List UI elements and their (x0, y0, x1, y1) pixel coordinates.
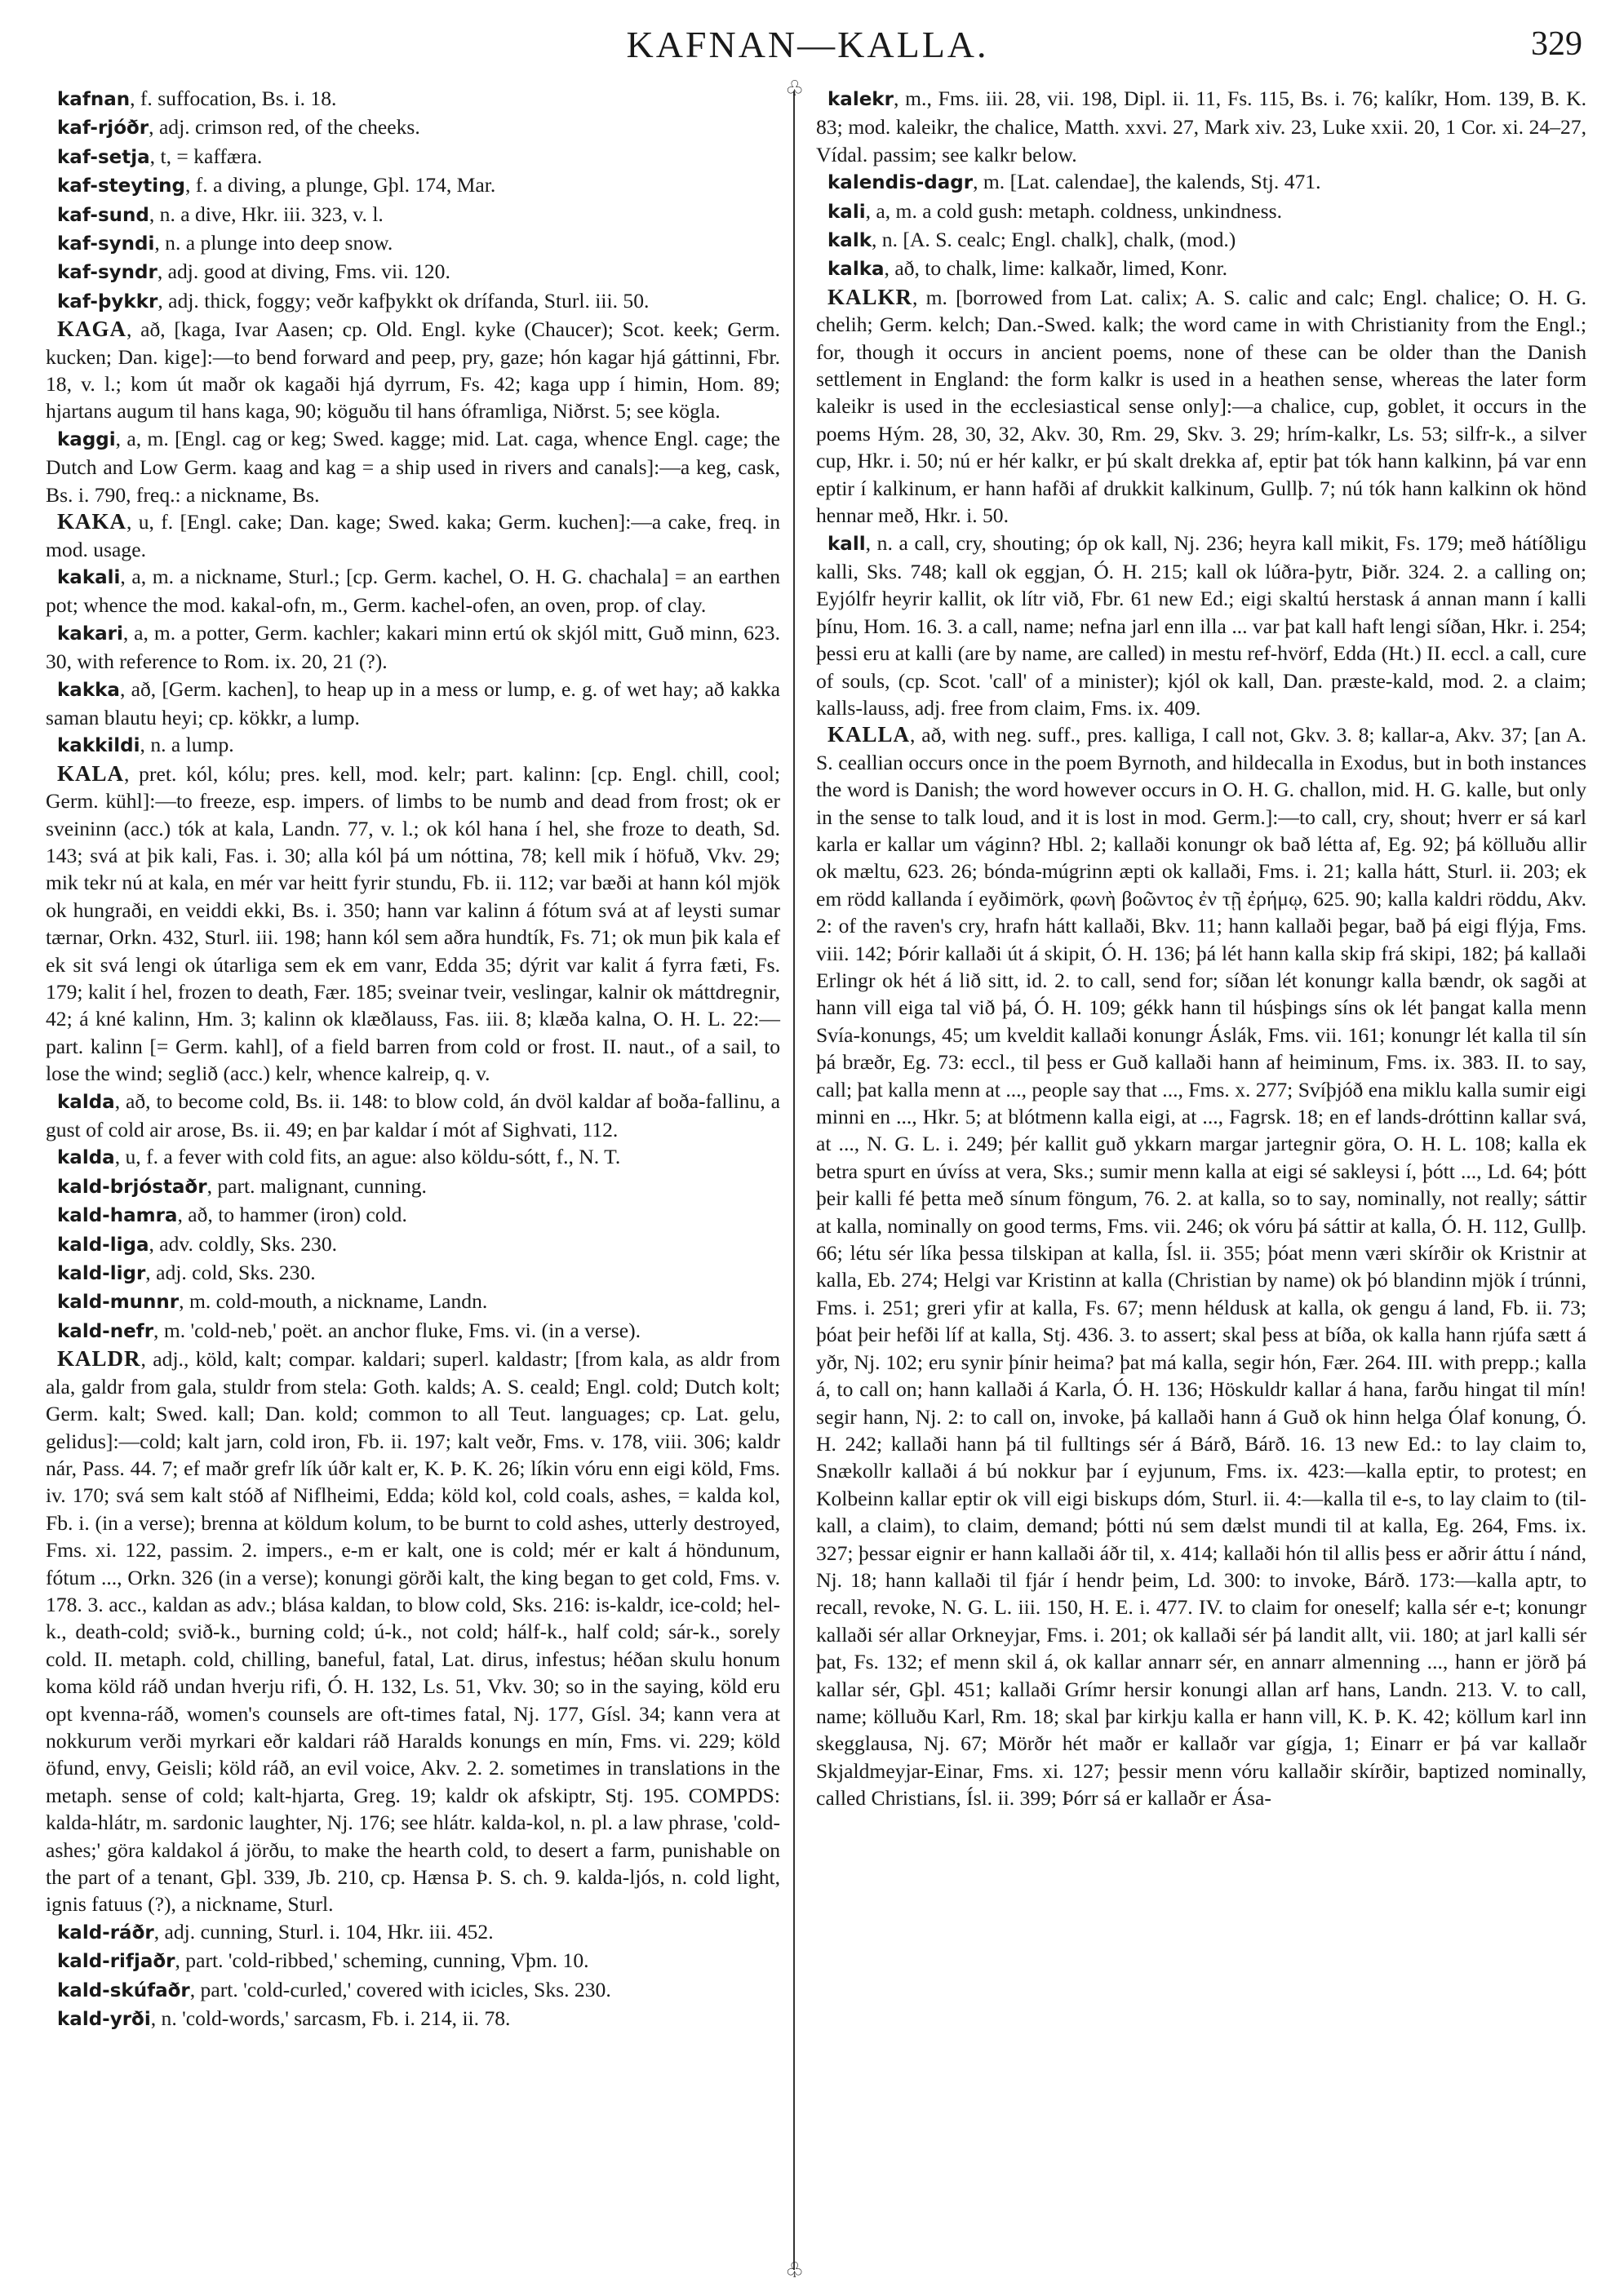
entry-headword: kaf-setja (57, 146, 150, 168)
entry-definition: , m. cold-mouth, a nickname, Landn. (179, 1289, 488, 1314)
entry-headword: kakali (57, 566, 121, 588)
dictionary-entry (46, 676, 780, 732)
entry-definition: , f. a diving, a plunge, Gþl. 174, Mar. (184, 173, 496, 197)
ornament-bottom-icon: ♧ (785, 2258, 805, 2282)
dictionary-entry (46, 760, 780, 1088)
entry-headword: KALKR (827, 284, 913, 309)
entry-definition: , t, = kaffæra. (149, 144, 263, 168)
dictionary-entry (816, 284, 1586, 530)
entry-definition: , að, [Germ. kachen], to heap up in a mess or lump, e. g. of wet hay; að kakka saman blautu heyi; cp. kökkr, a lump. (46, 676, 780, 729)
entry-definition: , að, [kaga, Ivar Aasen; cp. Old. Engl. kyke (Chaucer); Scot. keek; Germ. kucken; Dan. kige]:—to bend forward and peep, pry, gaze; hón kagar hjá gáttinni, Fbr. 18, v. l.; kom út maðr ok kagaði hjá dyrrum, Fs. 42; kaga upp í himin, Hom. 89; hjartans augum til hans kaga, 90; köguðu til hans óframliga, Niðrst. 5; see kögla. (46, 317, 780, 423)
entry-definition: , u, f. [Engl. cake; Dan. kage; Swed. kaka; Germ. kuchen]:—a cake, freq. in mod. usage. (46, 510, 780, 561)
dictionary-entry (816, 226, 1586, 255)
entry-definition: , adj. thick, foggy; veðr kafþykkt ok drífanda, Sturl. iii. 50. (158, 288, 650, 312)
entry-definition: , m. 'cold-neb,' poët. an anchor fluke, Fms. vi. (in a verse). (153, 1318, 641, 1342)
entry-definition: , adj., köld, kalt; compar. kaldari; superl. kaldastr; [from kala, as aldr from ala, galdr from gala, stuldr from stela: Goth. kalds; A. S. ceald; Engl. cold; Dutch kolt; Germ. kalt; Swed. kall; Dan. kold; common to all Teut. languages; cp. Lat. gelu, gelidus]:—cold; kalt jarn, cold iron, Fb. ii. 197; kalt veðr, Fms. v. 178, viii. 306; kaldr nár, Pass. 44. 7; ef maðr grefr lík úðr kalt er, K. Þ. K. 26; líkin vóru enn eigi köld, Fms. iv. 170; svá sem kalt stóð af Niflheimi, Edda; köld kol, cold coals, ashes, = kalda kol, Fb. i. (in a verse); brenna at köldum kolum, to be burnt to cold ashes, utterly destroyed, Fms. xi. 122, passim. 2. impers., e-m er kalt, one is cold; mér er kalt á höndunum, fótum ..., Orkn. 326 (in a verse); konungi görði kalt, the king began to get cold, Fms. v. 178. 3. acc., kaldan as adv.; blása kaldan, to blow cold, Sks. 216: is-kaldr, ice-cold; hel-k., death-cold; svið-k., burning cold; ú-k., not cold; hálf-k., half cold; sár-k., sorely cold. II. metaph. cold, chilling, baneful, fatal, Lat. dirus, infestus; héðan skulu honum koma köld ráð undan hverju rifi, Ó. H. 132, Ls. 51, Vkv. 30; so in the saying, köld eru opt kvenna-ráð, women's counsels are oft-times fatal, Nj. 177, Gísl. 34; kann vera at nokkurum verði myrkari eðr kaldari ráð Haralds konungs en mín, Fms. vi. 229; köld öfund, envy, Geisli; köld ráð, an evil voice, Akv. 2. 2. sometimes in translations in the metaph. sense of cold; kalt-hjarta, Greg. 19; kaldr ok afskiptr, Stj. 195. COMPDS: kalda-hlátr, m. sardonic laughter, Nj. 176; see hlátr. kalda-kol, n. pl. a law phrase, 'cold-ashes;' göra kaldakol á jörðu, to make the hearth cold, to desert a farm, punishable on the part of a tenant, Gþl. 339, Jb. 210, cp. Hænsa Þ. S. ch. 9. kalda-ljós, n. cold light, ignis fatuus (?), a nickname, Sturl. (46, 1347, 780, 1917)
dictionary-entry (46, 1088, 780, 1144)
dictionary-entry (46, 1976, 780, 2005)
entry-definition: , u, f. a fever with cold fits, an ague: also köldu-sótt, f., N. T. (114, 1145, 621, 1169)
entry-definition: , adv. coldly, Sks. 230. (149, 1231, 338, 1256)
entry-headword: kald-hamra (57, 1205, 178, 1227)
entry-definition: , m. [borrowed from Lat. calix; A. S. calic and calc; Engl. chalice; O. H. G. chelih; Germ. kelch; Dan.-Swed. kalk; the word came in with Christianity from the Engl.; for, though it occurs in ancient poems, none of these can be older than the Danish settlement in England: the form kalkr is used in a heathen sense, whereas the later form kaleikr is used in the ecclesiastical sense only]:—a chalice, cup, goblet, it occurs in the poems Hým. 28, 30, 32, Akv. 30, Rm. 29, Skv. 3. 29; hrím-kalkr, Ls. 53; silfr-k., a silver cup, Hkr. i. 50; nú er hér kalkr, er þú skalt drekka af, eptir þat tók hann kalkinn, þá var enn eptir í kalkinum, er hann hafði af drukkit kalkinum, Gullþ. 7; nú tók hann kalkinn ok hönd hennar með, Hkr. i. 50. (816, 285, 1586, 528)
entry-headword: KALLA (827, 722, 911, 747)
entry-headword: kakkildi (57, 735, 140, 757)
entry-definition: , a, m. a potter, Germ. kachler; kakari minn ertú ok skjól mitt, Guð minn, 623. 30, with reference to Rom. ix. 20, 21 (?). (46, 620, 780, 674)
dictionary-entry (46, 1918, 780, 1947)
entry-headword: kalekr (827, 89, 894, 110)
entry-definition: , a, m. [Engl. cag or keg; Swed. kagge; mid. Lat. caga, whence Engl. cage; the Dutch and Low Germ. kaag and kag = a ship used in rivers and canals]:—a keg, cask, Bs. i. 790, freq.: a nickname, Bs. (46, 426, 780, 507)
dictionary-entry (46, 287, 780, 316)
entry-headword: KALA (57, 760, 125, 786)
dictionary-entry (46, 1947, 780, 1975)
entry-headword: kaf-steyting (57, 175, 185, 197)
entry-headword: kaf-sund (57, 204, 149, 226)
entry-headword: kald-skúfaðr (57, 1979, 190, 2001)
dictionary-entry (46, 425, 780, 508)
column-divider (793, 91, 795, 2270)
entry-definition: , n. [A. S. cealc; Engl. chalk], chalk, (mod.) (872, 228, 1236, 252)
right-column (816, 85, 1586, 1812)
entry-definition: , adj. good at diving, Fms. vii. 120. (157, 259, 450, 284)
entry-headword: kalendis-dagr (827, 172, 974, 194)
dictionary-entry (46, 1288, 780, 1316)
entry-definition: , n. 'cold-words,' sarcasm, Fb. i. 214, ii. 78. (150, 2006, 511, 2031)
entry-definition: , f. suffocation, Bs. i. 18. (130, 86, 337, 110)
dictionary-entry (46, 2005, 780, 2033)
entry-headword: kaf-syndr (57, 262, 158, 284)
entry-headword: kaggi (57, 428, 116, 450)
dictionary-entry (46, 1259, 780, 1288)
dictionary-entry (46, 201, 780, 229)
entry-definition: , n. a dive, Hkr. iii. 323, v. l. (149, 202, 384, 226)
entry-headword: kald-yrði (57, 2009, 151, 2031)
dictionary-entry (46, 619, 780, 676)
dictionary-entry (46, 258, 780, 286)
entry-headword: KALDR (57, 1346, 141, 1372)
dictionary-entry (46, 1143, 780, 1172)
entry-definition: , n. a call, cry, shouting; óp ok kall, Nj. 236; heyra kall mikit, Fs. 179; með hátíðligu kalli, Sks. 748; kall ok eggjan, Ó. H. 215; kall ok lúðra-þytr, Þiðr. 324. 2. a calling on; Eyjólfr heyrir kallit, ok lítr við, Fbr. 61 new Ed.; eigi skaltú herstask á annan mann í kalli þínu, Hom. 16. 3. a call, name; nefna jarl enn illa ... var þat kall haft lengi síðan, Hkr. i. 254; þessi eru at kalli (are by name, are called) in mestu ref-hvörf, Edda (Ht.) II. eccl. a call, cure of souls, (cp. Scot. 'call' of a minister); kjól ok kall, Dan. præste-kald, mod. 2. a claim; kalls-lauss, adj. free from claim, Fms. ix. 409. (816, 530, 1586, 720)
entry-headword: KAKA (57, 509, 126, 534)
dictionary-entry (46, 1345, 780, 1918)
entry-headword: kald-nefr (57, 1320, 154, 1342)
dictionary-entry (46, 508, 780, 563)
dictionary-entry (46, 171, 780, 200)
entry-headword: kalda (57, 1091, 115, 1113)
dictionary-entry (46, 1172, 780, 1201)
entry-headword: kalda (57, 1147, 115, 1169)
left-column (46, 85, 780, 2033)
entry-headword: kaf-syndi (57, 233, 155, 255)
entry-definition: , að, to become cold, Bs. ii. 148: to blow cold, án dvöl kaldar af boða-fallinu, a gust of cold air arose, Bs. ii. 49; en þar kaldar í mót af Sighvati, 112. (46, 1088, 780, 1142)
entry-definition: , n. a plunge into deep snow. (154, 231, 393, 255)
dictionary-entry (46, 113, 780, 142)
page-title: KAFNAN—KALLA. (626, 24, 989, 65)
entry-definition: , part. 'cold-ribbed,' scheming, cunning, Vþm. 10. (175, 1948, 589, 1973)
entry-headword: kakka (57, 679, 120, 701)
dictionary-entry (816, 168, 1586, 197)
entry-headword: kafnan (57, 89, 131, 110)
entry-definition: , pret. kól, kólu; pres. kell, mod. kelr; part. kalinn: [cp. Engl. chill, cool; Germ. kühl]:—to freeze, esp. impers. of limbs to be numb and dead from frost; ok er sveininn (acc.) tók at kala, Landn. 77, v. l.; ok kól hana í hel, she froze to death, Sd. 143; svá at þik kali, Fas. i. 30; alla kól þá um nóttina, 78; kell mik í höfuð, Vkv. 29; mik tekr nú at kala, en mér var heitt fyrir stundu, Fb. ii. 112; var bæði at hann kól mjök ok hungraði, en veiddi ekki, Bs. i. 350; hann var kalinn á fótum svá at af leysti sumar tærnar, Orkn. 432, Sturl. iii. 198; hann kól sem aðra hundtík, Fs. 71; ok mun þik kala ef ek sit svá lengi ok útarliga sem ek em vanr, Edda 35; dýrit var kalit á fyrra fæti, Fs. 179; kalit í hel, frozen to death, Fær. 185; sveinar tveir, veslingar, kalnir ok máttdregnir, 42; á kné kalinn, Hm. 3; kalinn ok klæðlauss, Fas. iii. 8; klæða kalna, O. H. L. 22:—part. kalinn [= Germ. kahl], of a field barren from cold or frost. II. naut., of a sail, to lose the wind; seglið (acc.) kelr, whence kalreip, q. v. (46, 761, 780, 1086)
entry-headword: KAGA (57, 317, 126, 342)
entry-headword: kaf-þykkr (57, 290, 158, 312)
dictionary-entry (46, 143, 780, 171)
entry-headword: kald-brjóstaðr (57, 1176, 207, 1198)
entry-headword: kald-munnr (57, 1292, 180, 1314)
dictionary-entry (46, 229, 780, 258)
entry-headword: kaf-rjóðr (57, 117, 149, 140)
dictionary-entry (46, 1230, 780, 1259)
entry-headword: kalka (827, 259, 885, 281)
entry-headword: kald-rifjaðr (57, 1951, 175, 1973)
dictionary-entry (46, 563, 780, 619)
dictionary-entry (46, 316, 780, 425)
entry-definition: , part. 'cold-curled,' covered with icicles, Sks. 230. (189, 1977, 611, 2001)
entry-definition: , að, to chalk, lime: kalkaðr, limed, Konr. (884, 256, 1227, 281)
dictionary-entry (816, 197, 1586, 226)
entry-definition: , adj. cold, Sks. 230. (145, 1261, 316, 1285)
entry-headword: kakari (57, 623, 123, 645)
ornament-top-icon: ♧ (785, 77, 805, 100)
dictionary-entry (46, 731, 780, 760)
entry-definition: , m., Fms. iii. 28, vii. 198, Dipl. ii. 11, Fs. 115, Bs. i. 76; kalíkr, Hom. 139, B. K. 83; mod. kaleikr, the chalice, Matth. xxvi. 27, Mark xiv. 23, Luke xxii. 20, 1 Cor. xi. 24–27, Vídal. passim; see kalkr below. (816, 86, 1586, 166)
entry-definition: , a, m. a cold gush: metaph. coldness, unkindness. (865, 198, 1282, 223)
entry-definition: , adj. cunning, Sturl. i. 104, Hkr. iii. 452. (153, 1919, 494, 1944)
entry-headword: kalk (827, 230, 872, 252)
dictionary-entry (46, 1201, 780, 1230)
dictionary-entry (816, 721, 1586, 1811)
entry-headword: kall (827, 533, 866, 555)
entry-definition: , n. a lump. (140, 733, 234, 757)
entry-headword: kali (827, 201, 866, 223)
page-number: 329 (1531, 25, 1582, 63)
entry-headword: kald-ráðr (57, 1921, 154, 1944)
entry-definition: , að, with neg. suff., pres. kalliga, I call not, Gkv. 3. 8; kallar-a, Akv. 37; [an A. S. ceallian occurs once in the poem Byrnoth, and hildecalla in Exodus, but in both instances the word is Danish; the word however occurs in O. H. G. challon, mid. H. G. kalle, but only in the sense to talk loud, and it is lost in mod. Germ.]:—to call, cry, shout; hverr er sá karl karla er kallar um váginn? Hbl. 2; kallaði konungr ok bað létta af, Eg. 92; þá kölluðu allir ok mæltu, 623. 26; bónda-múgrinn æpti ok kallaði, Fms. i. 21; kalla hátt, Sturl. ii. 203; ek em rödd kallanda í eyðimörk, φωνὴ βοῶντος ἐν τῇ ἐρήμῳ, 625. 90; kalla kaldri röddu, Akv. 2: of the raven's cry, hrafn hátt kallaði, Bkv. 11; hann kallaði þegar, bað þá eigi flýja, Fms. viii. 142; Þórir kallaði út á skipit, Ó. H. 136; þá lét hann kalla skip frá skipi, 182; þá kallaði Erlingr ok hét á lið sitt, id. 2. to call, send for; síðan lét konungr kalla bændr, ok sagði at hann vill eiga tal við þá, Ó. H. 109; gékk hann til húsþings síns ok lét þangat kalla menn Svía-konungs, 45; um kveldit kallaði konungr Áslák, Fms. vii. 161; konungr lét kalla til sín þá bræðr, Eg. 73: eccl., til þess er Guð kallaði hann af heiminum, Fms. ix. 383. II. to say, call; þat kalla menn at ..., people say that ..., Fms. x. 277; Svíþjóð ena miklu kalla sumir eigi minni en ..., Hkr. 5; at blótmenn kalla eigi, at ..., Fagrsk. 18; en ef lands-dróttinn kallar svá, at ..., N. G. L. i. 249; þér kallit guð ykkarn margar jartegnir göra, O. H. L. 108; kalla ek betra spurt en úvíss at vera, Sks.; sumir menn kalla at eigi sé sakleysi í, þótt ..., Ld. 64; þótt þeir kalli fé þetta með sínum föngum, 76. 2. at kalla, so to say, nominally, not really; sáttir at kalla, nominally on good terms, Fms. vii. 246; ok vóru þá sáttir at kalla, Ó. H. 112, Gullþ. 66; létu sér líka þessa tilskipan at kalla, Ísl. ii. 355; þóat menn væri skírðir ok Kristnir at kalla, Eb. 274; Helgi var Kristinn at kalla (Christian by name) ok þó blandinn mjök í trúnni, Fms. i. 251; greri yfir at kalla, Fs. 67; menn héldusk at kalla, ok gengu á land, Fb. ii. 73; þóat þeir hefði líf at kalla, Stj. 436. 3. to assert; skal þess at bíða, ok kalla hann rjúfa sætt á yðr, Nj. 102; eru synir þínir heima? þat má kalla, segir hón, Fær. 264. III. with prepp.; kalla á, to call on; hann kallaði á Karla, Ó. H. 136; Höskuldr kallar á hana, farðu hingat til mín! segir hann, Nj. 2: to call on, invoke, þá kallaði hann á Guð ok hinn helga Ólaf konung, Ó. H. 242; kallaði hann þá til fulltings sér á Bárð, Bárð. 16. 13 new Ed.: to lay claim to, Snækollr kallaði á bú nokkur þar í eyjunum, Fms. ix. 423:—kalla eptir, to protest; en Kolbeinn kallar eptir ok vill eigi biskups dóm, Sturl. ii. 4:—kalla til e-s, to lay claim to (til-kall, a claim), to claim, demand; þótti nú sem dælst mundi til at kalla, Eg. 264, Fms. ix. 327; þessar eignir er hann kallaði áðr til, x. 414; kallaði hón til allis þess er aðrir áttu í nánd, Nj. 18; hann kallaði til fjár í hendr þeim, Ld. 300: to invoke, Bárð. 173:—kalla aptr, to recall, revoke, N. G. L. iii. 150, H. E. i. 477. IV. to claim for oneself; kalla sér e-t; konungr kallaði sér allar Orkneyjar, Fms. i. 201; ok kallaði sér þá landit allt, vii. 180; at jarl kalli sér þat, Fs. 132; ef menn skil á, ok kallar annarr sér, en annarr almenning ..., hann er jörð þá kallar sér, Gþl. 451; kallaði Grímr hersir konungi allan arf hans, Landn. 213. V. to call, name; kölluðu Karl, Rm. 18; skal þar kirkju kalla er hann vill, K. Þ. K. 42; köllum karl inn skegglausa, Nj. 67; Mörðr hét maðr er kallaðr var gígja, 1; Einarr er þá var kallaðr Skjaldmeyjar-Einar, Fms. xi. 127; þessir menn vóru kallaðir skírðir, baptized nominally, called Christians, Ísl. ii. 399; Þórr sá er kallaðr er Ása- (816, 723, 1586, 1811)
entry-definition: , adj. crimson red, of the cheeks. (149, 115, 420, 140)
dictionary-entry (46, 1317, 780, 1345)
entry-definition: , part. malignant, cunning. (206, 1173, 427, 1198)
dictionary-entry (46, 85, 780, 113)
entry-definition: , m. [Lat. calendae], the kalends, Stj. 471. (973, 170, 1321, 194)
entry-definition: , að, to hammer (iron) cold. (177, 1203, 407, 1227)
entry-definition: , a, m. a nickname, Sturl.; [cp. Germ. kachel, O. H. G. chachala] = an earthen pot; whence the mod. kakal-ofn, m., Germ. kachel-ofen, an oven, prop. of clay. (46, 564, 780, 618)
dictionary-entry (816, 530, 1586, 722)
dictionary-entry (816, 255, 1586, 283)
entry-headword: kald-ligr (57, 1263, 146, 1285)
dictionary-entry (816, 85, 1586, 168)
entry-headword: kald-liga (57, 1234, 149, 1256)
